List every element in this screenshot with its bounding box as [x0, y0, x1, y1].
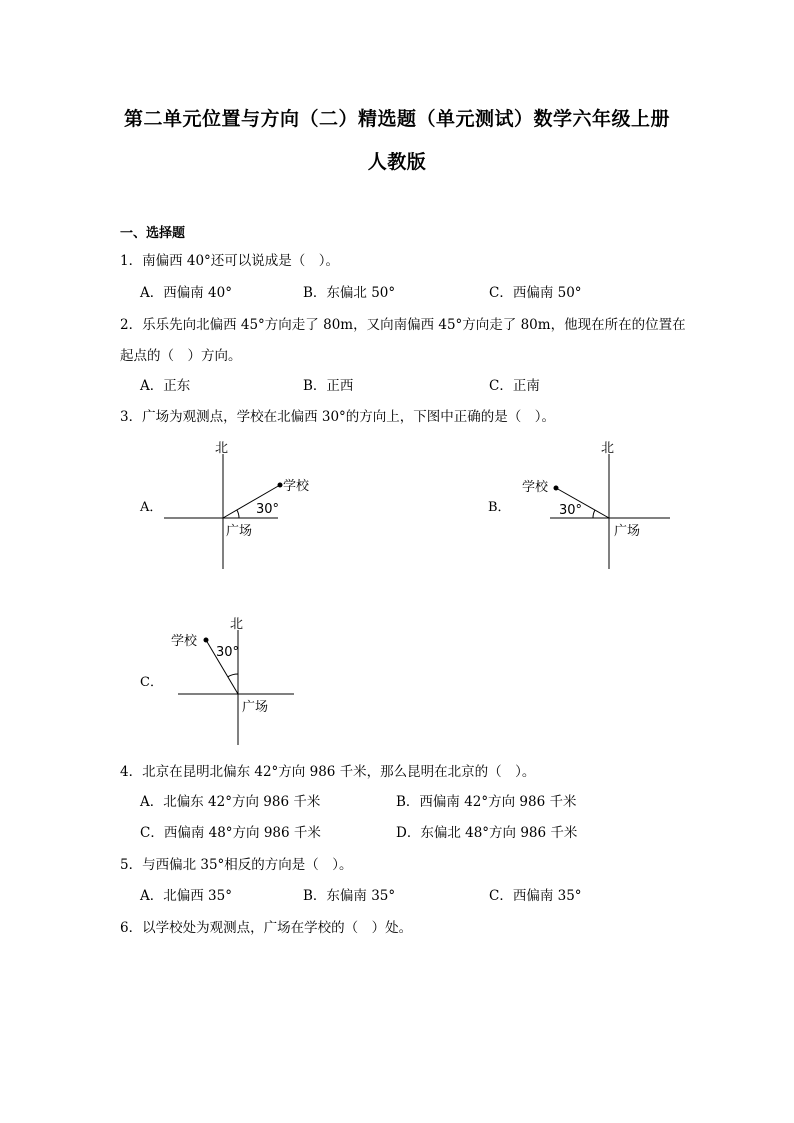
figure-c-angle-arc: [228, 674, 238, 677]
question-4-option-d: D．东偏北 48°方向 986 千米: [396, 825, 578, 841]
figure-a-angle-label: 30°: [256, 502, 280, 517]
figure-c-school-label: 学校: [171, 634, 198, 649]
document-title-line2: 人教版: [367, 151, 427, 173]
figure-b-school-label: 学校: [522, 480, 549, 495]
figure-c-plaza-label: 广场: [242, 700, 269, 715]
question-1-option-a: A．西偏南 40°: [140, 285, 232, 301]
figure-b-option-label: B．: [488, 500, 511, 515]
figure-b-angle-label: 30°: [559, 503, 583, 518]
figure-c-angle-label: 30°: [216, 645, 240, 660]
figure-a-angle-arc: [237, 510, 239, 518]
question-2-text-cont: 起点的（ ）方向。: [120, 348, 242, 364]
question-5-option-a: A．北偏西 35°: [140, 888, 232, 904]
figure-c-diagram: [160, 612, 310, 752]
question-4-option-a: A．北偏东 42°方向 986 千米: [140, 794, 321, 810]
question-2-option-a: A．正东: [140, 378, 191, 394]
document-title-line1: 第二单元位置与方向（二）精选题（单元测试）数学六年级上册: [123, 108, 670, 130]
question-2-option-b: B．正西: [303, 378, 354, 394]
figure-c-option-label: C．: [140, 675, 163, 690]
figure-a-school-point: [278, 483, 283, 488]
figure-b-angle-arc: [593, 510, 595, 518]
figure-a-north-label: 北: [215, 441, 229, 456]
figure-b-plaza-label: 广场: [614, 524, 641, 539]
figure-a-school-label: 学校: [283, 479, 310, 494]
question-2-option-c: C．正南: [489, 378, 540, 394]
question-4-text: 4．北京在昆明北偏东 42°方向 986 千米，那么昆明在北京的（ ）。: [120, 764, 536, 780]
question-5-option-b: B．东偏南 35°: [303, 888, 396, 904]
figure-b-school-point: [554, 486, 559, 491]
figure-a-plaza-label: 广场: [226, 524, 253, 539]
question-4-option-b: B．西偏南 42°方向 986 千米: [396, 794, 577, 810]
question-5-option-c: C．西偏南 35°: [489, 888, 582, 904]
question-3-text: 3．广场为观测点，学校在北偏西 30°的方向上，下图中正确的是（ ）。: [120, 409, 556, 425]
figure-b-diagram: [510, 436, 680, 576]
question-1-text: 1．南偏西 40°还可以说成是（ ）。: [120, 253, 340, 269]
question-1-option-b: B．东偏北 50°: [303, 285, 396, 301]
question-2-text: 2．乐乐先向北偏西 45°方向走了 80m，又向南偏西 45°方向走了 80m，他现在所在的位置在: [120, 317, 686, 333]
figure-c-school-point: [204, 638, 209, 643]
section-heading: 一、选择题: [120, 226, 186, 241]
question-5-text: 5．与西偏北 35°相反的方向是（ ）。: [120, 857, 353, 873]
figure-a-option-label: A．: [140, 500, 163, 515]
figure-b-north-label: 北: [601, 441, 615, 456]
figure-a-diagram: [160, 436, 320, 576]
figure-c-north-label: 北: [230, 617, 244, 632]
question-4-option-c: C．西偏南 48°方向 986 千米: [140, 825, 321, 841]
question-6-text: 6．以学校处为观测点，广场在学校的（ ）处。: [120, 920, 413, 936]
question-1-option-c: C．西偏南 50°: [489, 285, 582, 301]
